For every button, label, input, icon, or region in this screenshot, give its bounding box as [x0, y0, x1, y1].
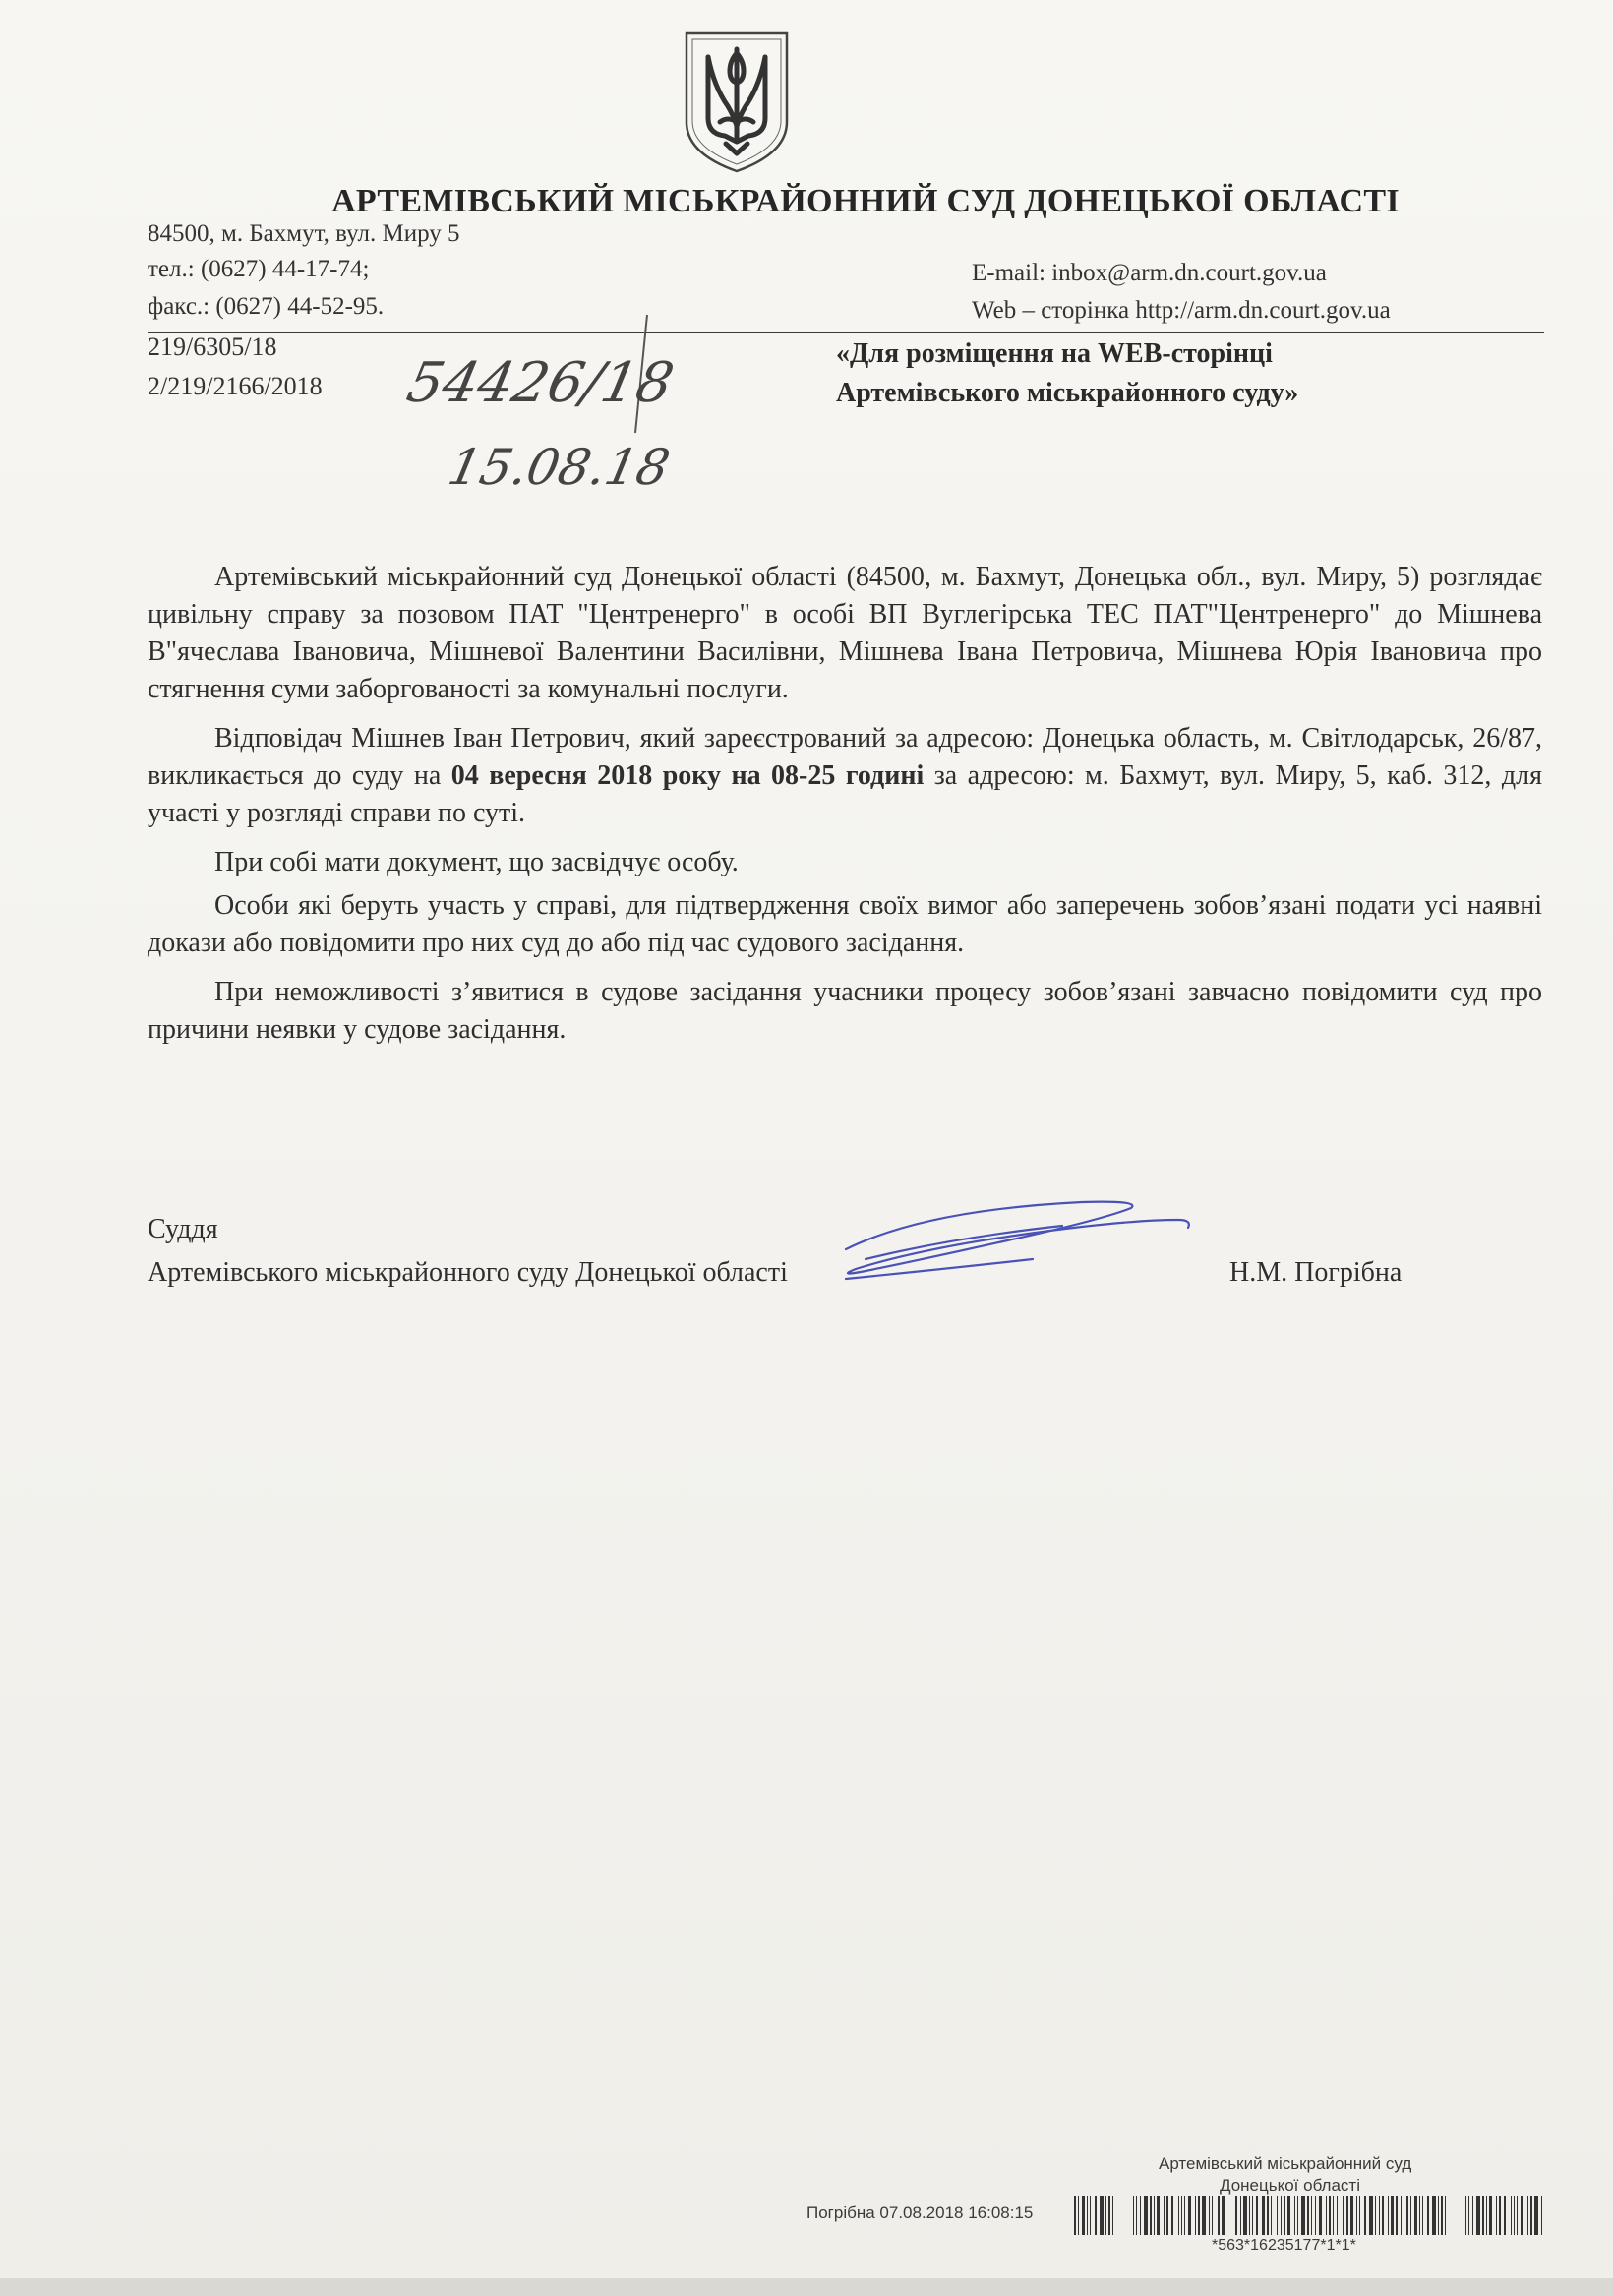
scan-bottom-edge — [0, 2278, 1613, 2296]
barcode-bar — [1401, 2196, 1402, 2235]
court-email: E-mail: inbox@arm.dn.court.gov.ua — [972, 260, 1327, 286]
barcode-bar — [1438, 2196, 1439, 2235]
barcode-bar — [1364, 2196, 1366, 2235]
handwritten-signature — [806, 1190, 1220, 1299]
barcode-bar — [1140, 2196, 1141, 2235]
letter-body — [148, 559, 1542, 1060]
body-paragraph-4: Особи які беруть участь у справі, для підтвердження своїх вимог або заперечень зобов’язані подати усі наявні докази або повідомити про них суд до або під час судового засідання. — [148, 890, 1542, 958]
court-fax: факс.: (0627) 44-52-95. — [148, 293, 385, 320]
barcode-bar — [1465, 2196, 1466, 2235]
barcode-bar — [1315, 2196, 1316, 2235]
barcode-bar — [1517, 2196, 1518, 2235]
barcode-bar — [1527, 2196, 1528, 2235]
barcode-bar — [1157, 2196, 1160, 2235]
barcode-bar — [1262, 2196, 1265, 2235]
stamp-court-name: Артемівський міськрайонний суд — [1159, 2154, 1412, 2173]
barcode-bar — [1218, 2196, 1220, 2235]
barcode-bar — [1256, 2196, 1258, 2235]
barcode-bar — [1311, 2196, 1312, 2235]
barcode-bar — [1489, 2196, 1492, 2235]
barcode-bar — [1422, 2196, 1423, 2235]
barcode-bar — [1307, 2196, 1309, 2235]
barcode-bar — [1514, 2196, 1515, 2235]
barcode-bar — [1482, 2196, 1484, 2235]
barcode-bar — [1346, 2196, 1348, 2235]
barcode-bar — [1078, 2196, 1079, 2235]
summons-location: за адресою: м. Бахмут, вул. Миру, 5, каб. 312, для участі у розгляді справи по суті. — [148, 760, 1542, 828]
barcode-bar — [1530, 2196, 1532, 2235]
barcode-bar — [1195, 2196, 1196, 2235]
summons-text: Відповідач Мішнев Іван Петрович, який зареєстрований за адресою: Донецька область, м. Світлодарськ, 26/87, викликається до суду на — [148, 723, 1542, 791]
stamp-registration: Погрібна 07.08.2018 16:08:15 — [806, 2204, 1034, 2222]
barcode-bar — [1100, 2196, 1104, 2235]
barcode-bar — [1164, 2196, 1165, 2235]
barcode-bar — [1496, 2196, 1497, 2235]
barcode-bar — [1209, 2196, 1210, 2235]
handwritten-reg-number: 54426/18 — [401, 350, 680, 415]
barcode-bar — [1410, 2196, 1411, 2235]
barcode-bar — [1281, 2196, 1282, 2235]
case-number-1: 219/6305/18 — [148, 332, 277, 361]
court-phone: тел.: (0627) 44-17-74; — [148, 256, 370, 282]
barcode-bar — [1359, 2196, 1360, 2235]
signer-name: Н.М. Погрібна — [1229, 1257, 1403, 1288]
barcode-bar — [1133, 2196, 1134, 2235]
barcode-bar — [1240, 2196, 1241, 2235]
barcode-bar — [1382, 2196, 1384, 2235]
barcode-bar — [1235, 2196, 1237, 2235]
barcode-bar — [1166, 2196, 1168, 2235]
barcode-bar — [1388, 2196, 1389, 2235]
body-paragraph-2 — [148, 720, 1542, 832]
barcode-bar — [1082, 2196, 1085, 2235]
web-note-line-2: Артемівського міськрайонного суду» — [836, 378, 1299, 408]
barcode-bar — [1271, 2196, 1272, 2235]
barcode-bar — [1136, 2196, 1137, 2235]
barcode-bar — [1297, 2196, 1298, 2235]
barcode-bar — [1267, 2196, 1269, 2235]
barcode-bar — [1441, 2196, 1443, 2235]
barcode-bar — [1414, 2196, 1417, 2235]
barcode-caption: *563*16235177*1*1* — [1212, 2237, 1356, 2254]
barcode-bar — [1222, 2196, 1225, 2235]
barcode-bar — [1294, 2196, 1295, 2235]
barcode-bar — [1521, 2196, 1523, 2235]
barcode-bar — [1476, 2196, 1480, 2235]
barcode-bar — [1445, 2196, 1446, 2235]
coat-of-arms-icon — [679, 28, 795, 175]
handwritten-registration — [401, 315, 728, 502]
barcode-bar — [1333, 2196, 1334, 2235]
barcode-bar — [1337, 2196, 1338, 2235]
barcode-bar — [1356, 2196, 1357, 2235]
barcode-bar — [1087, 2196, 1088, 2235]
barcode-bar — [1095, 2196, 1097, 2235]
body-paragraph-1: Артемівський міськрайонний суд Донецької області (84500, м. Бахмут, Донецька обл., вул. Миру, 5) розглядає цивільну справу за позовом ПАТ "Центренерго" в особі ВП Вуглегірська ТЕС ПАТ"Центренерго" до Мішнева В"ячеслава Івановича, Мішневої Валентини Василівни, Мішнева Івана Петровича, Мішнева Юрія Івановича про стягнення суми заборгованості за комунальні послуги. — [148, 562, 1542, 704]
barcode-bar — [1472, 2196, 1473, 2235]
barcode-bar — [1184, 2196, 1185, 2235]
barcode-bar — [1504, 2196, 1506, 2235]
barcode-bar — [1301, 2196, 1305, 2235]
barcode-bar — [1486, 2196, 1487, 2235]
case-number-2: 2/219/2166/2018 — [148, 372, 323, 400]
barcode-bar — [1350, 2196, 1353, 2235]
barcode-bar — [1150, 2196, 1152, 2235]
barcode-bar — [1287, 2196, 1290, 2235]
handwritten-reg-date: 15.08.18 — [443, 438, 675, 496]
barcode-bar — [1468, 2196, 1469, 2235]
barcode-bar — [1198, 2196, 1200, 2235]
barcode — [1074, 2196, 1544, 2235]
barcode-bar — [1406, 2196, 1408, 2235]
barcode-bar — [1188, 2196, 1191, 2235]
header-divider — [148, 332, 1544, 333]
barcode-bar — [1369, 2196, 1373, 2235]
barcode-bar — [1329, 2196, 1331, 2235]
barcode-bar — [1249, 2196, 1250, 2235]
web-note-line-1: «Для розміщення на WEB-сторінці — [836, 338, 1273, 369]
stamp-region: Донецької області — [1220, 2176, 1360, 2195]
barcode-bar — [1154, 2196, 1155, 2235]
signature-title: Суддя — [148, 1214, 218, 1244]
signature-position: Артемівського міськрайонного суду Донецької області — [148, 1257, 788, 1288]
court-name-heading: АРТЕМІВСЬКИЙ МІСЬКРАЙОННИЙ СУД ДОНЕЦЬКОЇ ОБЛАСТІ — [331, 183, 1400, 219]
barcode-bar — [1212, 2196, 1213, 2235]
barcode-bar — [1108, 2196, 1110, 2235]
barcode-bar — [1432, 2196, 1436, 2235]
barcode-bar — [1319, 2196, 1322, 2235]
body-paragraph-5: При неможливості з’явитися в судове засідання учасники процесу зобов’язані завчасно повідомити суд про причини неявки у судове засідання. — [148, 977, 1542, 1045]
barcode-bar — [1391, 2196, 1394, 2235]
barcode-bar — [1178, 2196, 1179, 2235]
hearing-datetime: 04 вересня 2018 року на 08-25 годині — [450, 760, 925, 791]
barcode-bar — [1202, 2196, 1206, 2235]
barcode-bar — [1419, 2196, 1420, 2235]
barcode-bar — [1243, 2196, 1247, 2235]
barcode-bar — [1252, 2196, 1253, 2235]
barcode-bar — [1090, 2196, 1091, 2235]
court-address: 84500, м. Бахмут, вул. Миру 5 — [148, 220, 460, 247]
barcode-bar — [1074, 2196, 1076, 2235]
barcode-bar — [1534, 2196, 1538, 2235]
barcode-bar — [1144, 2196, 1148, 2235]
barcode-bar — [1541, 2196, 1542, 2235]
barcode-bar — [1326, 2196, 1327, 2235]
barcode-bar — [1343, 2196, 1344, 2235]
barcode-bar — [1499, 2196, 1501, 2235]
barcode-bar — [1511, 2196, 1512, 2235]
barcode-bar — [1105, 2196, 1106, 2235]
barcode-bar — [1379, 2196, 1380, 2235]
barcode-bar — [1375, 2196, 1376, 2235]
barcode-bar — [1396, 2196, 1398, 2235]
barcode-bar — [1112, 2196, 1113, 2235]
barcode-bar — [1427, 2196, 1429, 2235]
barcode-bar — [1277, 2196, 1278, 2235]
barcode-bar — [1171, 2196, 1173, 2235]
body-paragraph-3: При собі мати документ, що засвідчує особу. — [214, 847, 739, 877]
court-website: Web – сторінка http://arm.dn.court.gov.ua — [972, 297, 1391, 324]
barcode-bar — [1181, 2196, 1182, 2235]
barcode-bar — [1284, 2196, 1285, 2235]
